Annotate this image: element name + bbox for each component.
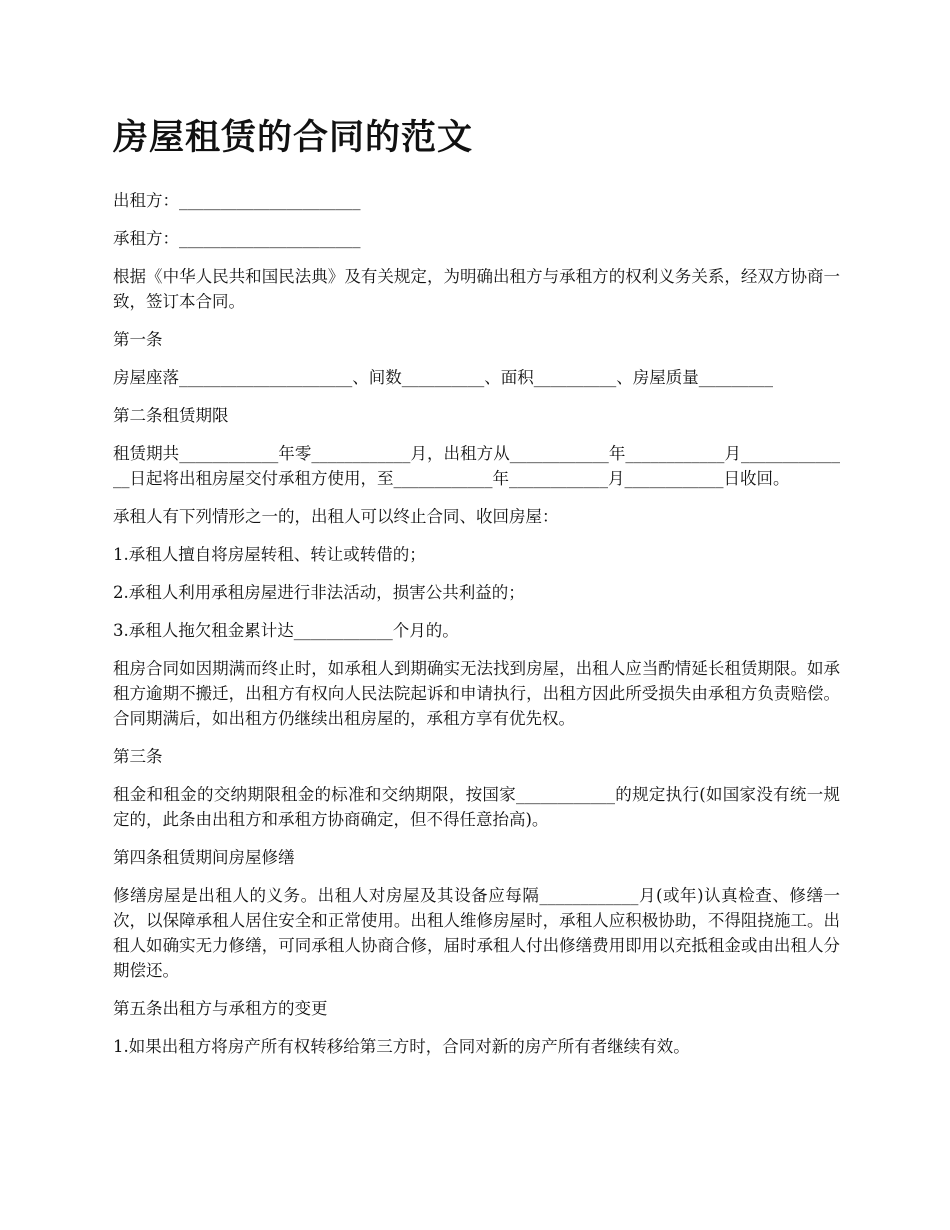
- expiry-paragraph: 租房合同如因期满而终止时，如承租人到期确实无法找到房屋，出租人应当酌情延长租赁期限。如承租方逾期不搬迁，出租方有权向人民法院起诉和申请执行，出租方因此所受损失由承租方负责赔偿。合同期满后，如出租方仍继续出租房屋的，承租方享有优先权。: [113, 659, 840, 728]
- termination-item-3: 3.承租人拖欠租金累计达____________个月的。: [113, 621, 459, 640]
- termination-item-2: 2.承租人利用承租房屋进行非法活动，损害公共利益的；: [113, 583, 525, 602]
- document-title: 房屋租赁的合同的范文: [113, 117, 474, 158]
- preamble-paragraph: 根据《中华人民共和国民法典》及有关规定，为明确出租方与承租方的权利义务关系，经双方协商一致，签订本合同。: [113, 267, 840, 311]
- article-3-heading: 第三条: [113, 747, 163, 766]
- lease-term-paragraph: 租赁期共____________年零____________月，出租方从____________年____________月______________日起将出租房屋交付承租方使用，至____________年____________月____________日收回。: [113, 444, 840, 488]
- article-2-heading: 第二条租赁期限: [113, 406, 229, 425]
- article-5-heading: 第五条出租方与承租方的变更: [113, 999, 328, 1018]
- change-item-1: 1.如果出租方将房产所有权转移给第三方时，合同对新的房产所有者继续有效。: [113, 1037, 690, 1056]
- article-1-heading: 第一条: [113, 330, 163, 349]
- lessor-line: 出租方：______________________: [113, 191, 361, 210]
- article-4-heading: 第四条租赁期间房屋修缮: [113, 848, 295, 867]
- repair-paragraph: 修缮房屋是出租人的义务。出租人对房屋及其设备应每隔____________月(或年)认真检查、修缮一次，以保障承租人居住安全和正常使用。出租人维修房屋时，承租人应积极协助，不得阻挠施工。出租人如确实无力修缮，可同承租人协商合修，届时承租人付出修缮费用即用以充抵租金或由出租人分期偿还。: [113, 886, 840, 980]
- lessee-line: 承租方：______________________: [113, 229, 361, 248]
- termination-intro: 承租人有下列情形之一的，出租人可以终止合同、收回房屋：: [113, 507, 559, 526]
- termination-item-1: 1.承租人擅自将房屋转租、转让或转借的；: [113, 545, 426, 564]
- rent-paragraph: 租金和租金的交纳期限租金的标准和交纳期限，按国家____________的规定执行(如国家没有统一规定的，此条由出租方和承租方协商确定，但不得任意抬高)。: [113, 785, 840, 829]
- document-page: [113, 110, 840, 1072]
- article-1-body: 房屋座落_____________________、间数__________、面积__________、房屋质量_________: [113, 368, 773, 387]
